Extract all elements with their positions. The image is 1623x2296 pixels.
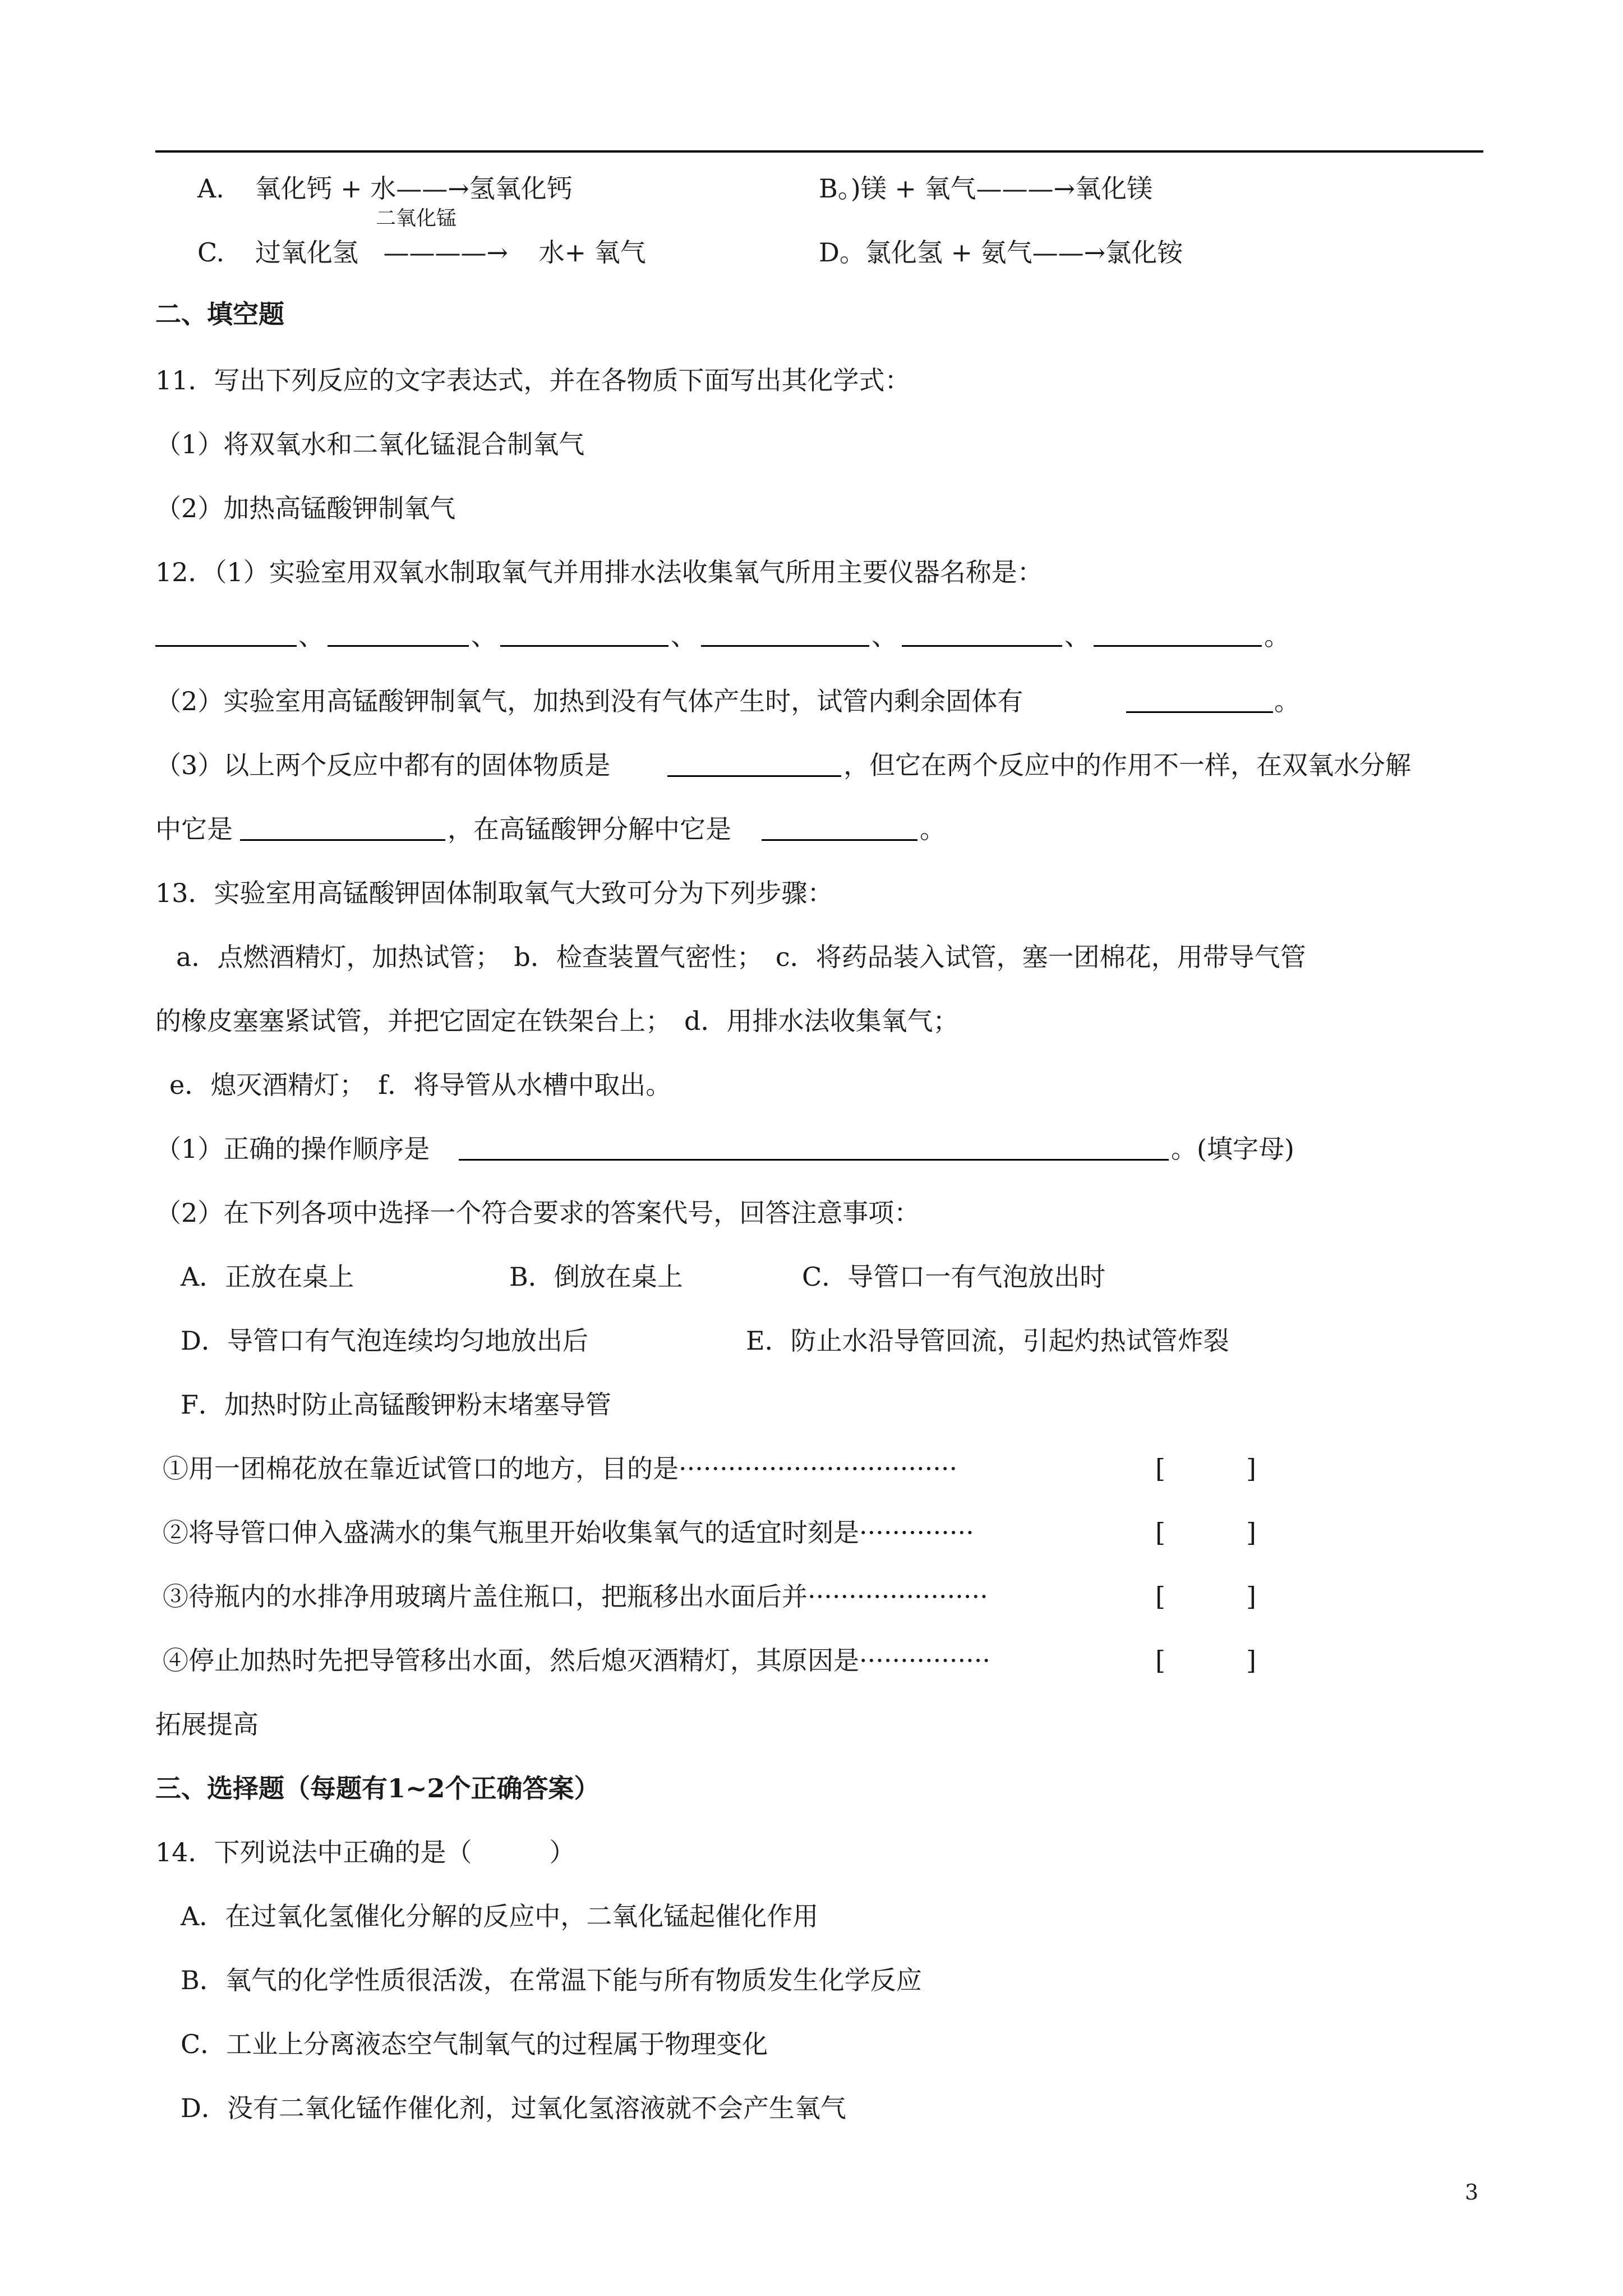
separator: 、 (471, 621, 497, 651)
item-4: ④停止加热时先把导管移出水面，然后熄灭酒精灯，其原因是················ (163, 1645, 990, 1676)
q12-part3-b: ，但它在两个反应中的作用不一样，在双氧水分解 (843, 750, 1411, 780)
answer-blank[interactable] (328, 645, 469, 647)
option-b-text: 镁 + 氧气———→氧化镁 (860, 173, 1153, 204)
option-d-text: 氯化氢 + 氨气——→氯化铵 (865, 237, 1183, 268)
q13-stem: 13．实验室用高锰酸钾固体制取氧气大致可分为下列步骤： (155, 878, 833, 908)
bracket-close: ] (1246, 1645, 1256, 1676)
extension-label: 拓展提高 (155, 1709, 259, 1740)
q11-part1: （1）将双氧水和二氧化锰混合制氧气 (155, 429, 585, 459)
q13-steps-line3: e．熄灭酒精灯； f．将导管从水槽中取出。 (169, 1070, 672, 1100)
q12-part3-c: 中它是 (155, 814, 233, 844)
q13-part1: （1）正确的操作顺序是 (155, 1134, 430, 1164)
option-c-arrow: ————→ (383, 237, 508, 268)
end-mark: 。 (920, 814, 946, 844)
q11-part2: （2）加热高锰酸钾制氧气 (155, 493, 456, 523)
choice-d: D．导管口有气泡连续均匀地放出后 (181, 1326, 588, 1356)
section2-title: 二、填空题 (155, 299, 284, 329)
q12-part3-d: ，在高锰酸钾分解中它是 (448, 814, 731, 844)
page-number: 3 (1465, 2180, 1479, 2205)
q14-stem: 14．下列说法中正确的是（ ） (155, 1837, 575, 1867)
separator: 、 (298, 621, 324, 651)
catalyst-label: 二氧化锰 (376, 207, 457, 230)
item-1: ①用一团棉花放在靠近试管口的地方，目的是·································· (163, 1453, 958, 1484)
q11-stem: 11．写出下列反应的文字表达式，并在各物质下面写出其化学式： (155, 365, 911, 395)
option-c-left: 过氧化氢 (255, 237, 358, 268)
option-d-label: D。 (819, 237, 865, 268)
answer-blank[interactable] (155, 645, 297, 647)
option-c-right: 水+ 氧气 (538, 237, 646, 268)
separator: 、 (872, 621, 897, 651)
answer-blank[interactable] (701, 645, 869, 647)
option-a-label: A. (197, 173, 224, 204)
bracket-open: [ (1155, 1517, 1165, 1548)
choice-a: A．正放在桌上 (181, 1262, 354, 1292)
bracket-close: ] (1246, 1453, 1256, 1484)
answer-blank[interactable] (762, 839, 917, 841)
choice-b: B．倒放在桌上 (509, 1262, 683, 1292)
option-d (819, 236, 1183, 269)
option-b (819, 172, 1152, 205)
bracket-open: [ (1155, 1581, 1165, 1612)
choice-c: C．导管口一有气泡放出时 (802, 1262, 1106, 1292)
q12-part2: （2）实验室用高锰酸钾制氧气，加热到没有气体产生时，试管内剩余固体有 (155, 686, 1023, 716)
q14-option-b: B．氧气的化学性质很活泼，在常温下能与所有物质发生化学反应 (181, 1965, 922, 1995)
answer-blank[interactable] (1094, 645, 1262, 647)
q14-option-c: C．工业上分离液态空气制氧气的过程属于物理变化 (181, 2029, 768, 2059)
option-b-label: B。) (819, 173, 861, 204)
end-mark: 。 (1274, 686, 1300, 716)
answer-blank[interactable] (240, 839, 445, 841)
choice-e: E．防止水沿导管回流，引起灼热试管炸裂 (746, 1326, 1229, 1356)
bracket-open: [ (1155, 1645, 1165, 1676)
bracket-open: [ (1155, 1453, 1165, 1484)
q13-part1-end: 。(填字母) (1171, 1134, 1294, 1164)
end-mark: 。 (1264, 621, 1290, 651)
header-rule (155, 150, 1483, 153)
answer-blank[interactable] (902, 645, 1062, 647)
q13-part2: （2）在下列各项中选择一个符合要求的答案代号，回答注意事项： (155, 1198, 920, 1228)
answer-blank[interactable] (459, 1159, 1169, 1161)
option-c-label: C. (197, 237, 225, 268)
option-a-text: 氧化钙 + 水——→氢氧化钙 (255, 173, 573, 204)
choice-f: F．加热时防止高锰酸钾粉末堵塞导管 (181, 1389, 611, 1420)
answer-blank[interactable] (667, 775, 841, 777)
q14-option-a: A．在过氧化氢催化分解的反应中，二氧化锰起催化作用 (181, 1901, 819, 1931)
separator: 、 (671, 621, 697, 651)
item-2: ②将导管口伸入盛满水的集气瓶里开始收集氧气的适宜时刻是·············· (163, 1517, 974, 1548)
q13-steps-line2: 的橡皮塞塞紧试管，并把它固定在铁架台上； d．用排水法收集氧气； (155, 1006, 959, 1036)
section3-title: 三、选择题（每题有1~2个正确答案） (155, 1773, 600, 1803)
separator: 、 (1064, 621, 1090, 651)
bracket-close: ] (1246, 1581, 1256, 1612)
q14-option-d: D．没有二氧化锰作催化剂，过氧化氢溶液就不会产生氧气 (181, 2093, 846, 2123)
q12-part3-a: （3）以上两个反应中都有的固体物质是 (155, 750, 611, 780)
bracket-close: ] (1246, 1517, 1256, 1548)
q12-stem: 12．（1）实验室用双氧水制取氧气并用排水法收集氧气所用主要仪器名称是： (155, 557, 1043, 587)
option-c (197, 236, 646, 269)
answer-blank[interactable] (1126, 711, 1273, 713)
q13-steps-line1: a．点燃酒精灯，加热试管； b．检查装置气密性； c．将药品装入试管，塞一团棉花，用带导气管 (176, 942, 1306, 972)
item-3: ③待瓶内的水排净用玻璃片盖住瓶口，把瓶移出水面后并······················ (163, 1581, 988, 1612)
option-a (197, 172, 573, 205)
answer-blank[interactable] (500, 645, 668, 647)
